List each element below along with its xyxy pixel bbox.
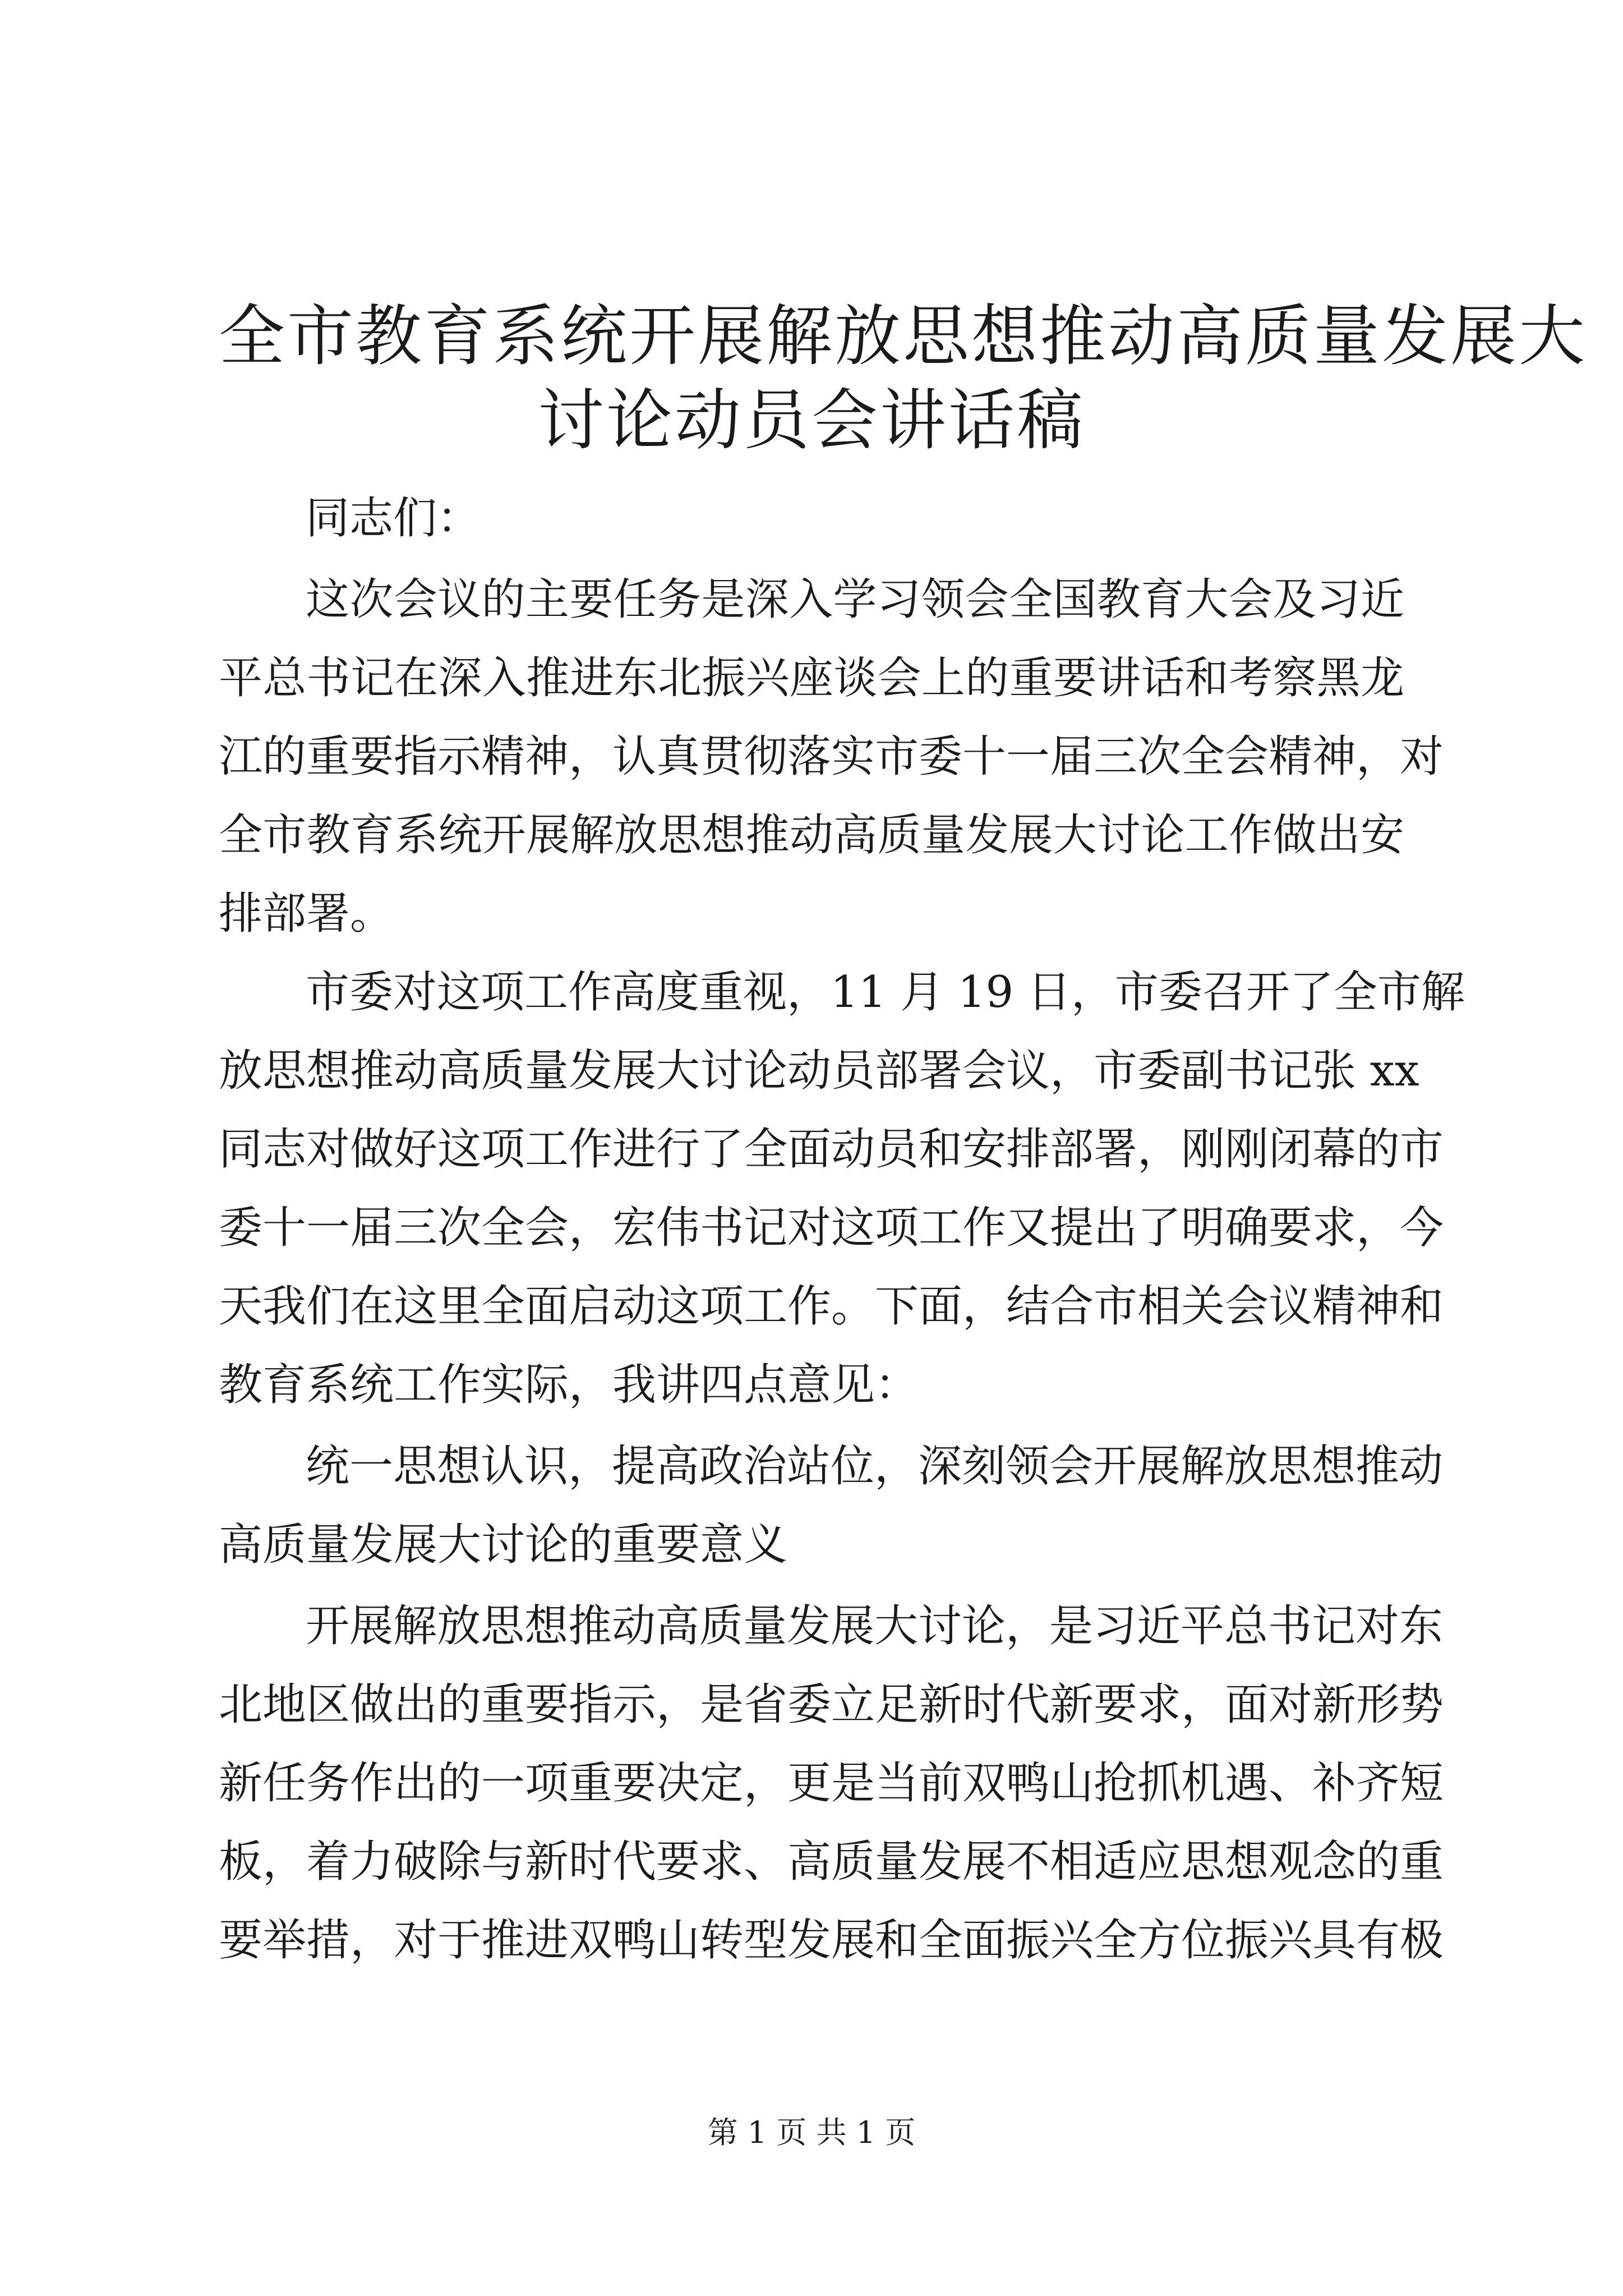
paragraph-line: 排部署。 bbox=[219, 889, 394, 939]
paragraph-line: 北地区做出的重要指示，是省委立足新时代新要求，面对新形势 bbox=[219, 1680, 1444, 1730]
page-number-footer: 第 1 页 共 1 页 bbox=[707, 2115, 916, 2150]
document-title-line-1: 全市教育系统开展解放思想推动高质量发展大 bbox=[219, 297, 1588, 375]
paragraph-line: 教育系统工作实际，我讲四点意见： bbox=[219, 1360, 919, 1410]
paragraph-line: 市委对这项工作高度重视，11 月 19 日，市委召开了全市解 bbox=[306, 967, 1465, 1018]
section-heading-line: 统一思想认识，提高政治站位，深刻领会开展解放思想推动 bbox=[306, 1441, 1444, 1492]
paragraph-line: 委十一届三次全会，宏伟书记对这项工作又提出了明确要求，今 bbox=[219, 1203, 1444, 1253]
paragraph-line: 同志对做好这项工作进行了全面动员和安排部署，刚刚闭幕的市 bbox=[219, 1124, 1444, 1175]
paragraph-line: 板，着力破除与新时代要求、高质量发展不相适应思想观念的重 bbox=[219, 1837, 1444, 1887]
paragraph-line: 要举措，对于推进双鸭山转型发展和全面振兴全方位振兴具有极 bbox=[219, 1915, 1444, 1966]
paragraph-line: 江的重要指示精神，认真贯彻落实市委十一届三次全会精神，对 bbox=[219, 731, 1444, 782]
paragraph-line: 平总书记在深入推进东北振兴座谈会上的重要讲话和考察黑龙 bbox=[219, 653, 1404, 703]
paragraph-line: 全市教育系统开展解放思想推动高质量发展大讨论工作做出安 bbox=[219, 810, 1404, 861]
paragraph-line: 开展解放思想推动高质量发展大讨论，是习近平总书记对东 bbox=[306, 1601, 1444, 1651]
paragraph-line: 放思想推动高质量发展大讨论动员部署会议，市委副书记张 xx bbox=[219, 1046, 1419, 1096]
paragraph-line: 新任务作出的一项重要决定，更是当前双鸭山抢抓机遇、补齐短 bbox=[219, 1758, 1444, 1809]
paragraph-line: 这次会议的主要任务是深入学习领会全国教育大会及习近 bbox=[306, 574, 1404, 625]
paragraph-line: 天我们在这里全面启动这项工作。下面，结合市相关会议精神和 bbox=[219, 1281, 1444, 1332]
document-title-line-2: 讨论动员会讲话稿 bbox=[537, 381, 1085, 459]
section-heading-line: 高质量发展大讨论的重要意义 bbox=[219, 1520, 788, 1570]
salutation: 同志们： bbox=[306, 493, 481, 544]
